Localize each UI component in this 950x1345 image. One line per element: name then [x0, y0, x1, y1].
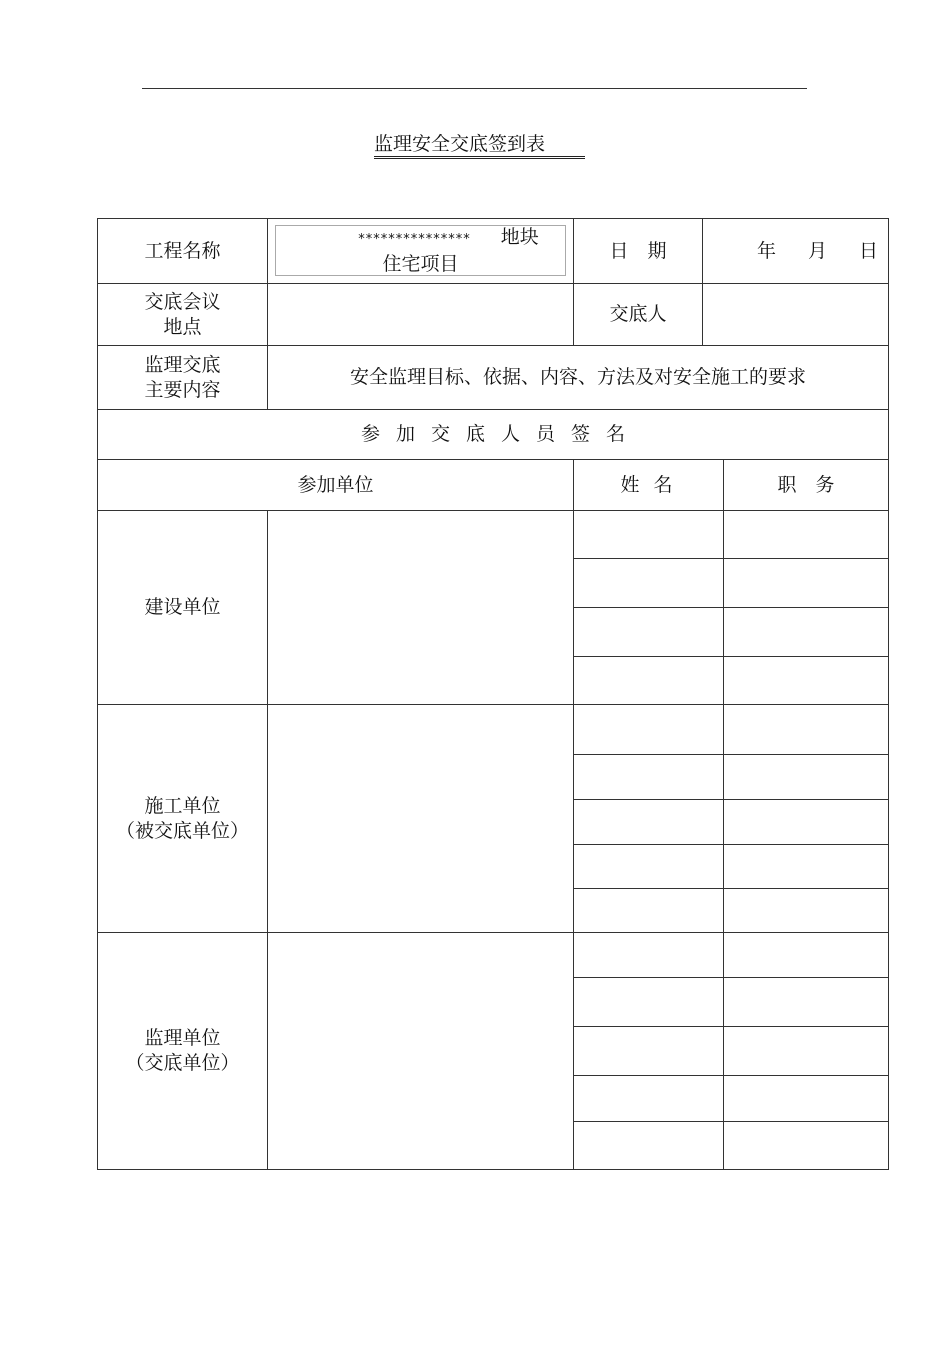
signature-position-cell[interactable] — [723, 799, 889, 845]
project-name-field[interactable] — [275, 225, 566, 276]
presenter-value-cell[interactable] — [702, 283, 889, 346]
project-name-line1 — [358, 225, 539, 252]
signature-name-cell[interactable] — [573, 977, 724, 1027]
location-value-cell[interactable] — [267, 283, 574, 346]
project-name-suffix: 地块 — [500, 226, 539, 248]
signature-name-cell[interactable] — [573, 558, 724, 608]
date-day: 日 — [858, 239, 878, 262]
project-name-label: 工程名称 — [144, 239, 221, 262]
location-label-cell — [97, 283, 268, 346]
date-label-cell — [573, 218, 703, 284]
signature-position-cell[interactable] — [723, 932, 889, 978]
signature-name-cell[interactable] — [573, 656, 724, 705]
column-header-name: 姓 名 — [620, 473, 677, 496]
signature-position-cell[interactable] — [723, 1075, 889, 1122]
group-label-line2: （交底单位） — [125, 1052, 240, 1074]
group-unit-cell[interactable] — [267, 704, 574, 933]
group-label — [144, 595, 220, 620]
column-header-name-cell — [573, 459, 724, 511]
date-month: 月 — [807, 239, 827, 262]
signature-name-cell[interactable] — [573, 1075, 724, 1122]
group-label-line2: （被交底单位） — [115, 819, 249, 842]
group-unit-cell[interactable] — [267, 510, 574, 705]
signature-name-cell[interactable] — [573, 932, 724, 978]
signature-position-cell[interactable] — [723, 754, 889, 800]
column-header-position: 职 务 — [777, 473, 835, 496]
project-name-masked: *************** — [358, 232, 471, 247]
content-label-line2: 主要内容 — [144, 378, 221, 401]
presenter-label-cell — [573, 283, 703, 346]
presenter-label: 交底人 — [609, 303, 667, 325]
signature-name-cell[interactable] — [573, 754, 724, 800]
group-label — [116, 794, 249, 844]
project-name-line2: 住宅项目 — [382, 253, 459, 275]
date-fields — [757, 239, 878, 264]
signature-position-cell[interactable] — [723, 844, 889, 889]
location-label — [144, 290, 220, 340]
signature-name-cell[interactable] — [573, 607, 724, 657]
signature-position-cell[interactable] — [723, 888, 889, 933]
group-label-cell — [97, 704, 268, 933]
header-rule — [142, 88, 807, 89]
signature-name-cell[interactable] — [573, 510, 724, 559]
content-value-cell — [267, 345, 889, 410]
page-title: 监理安全交底签到表 — [374, 131, 585, 159]
signature-position-cell[interactable] — [723, 1121, 889, 1170]
signature-name-cell[interactable] — [573, 1121, 724, 1170]
signature-name-cell[interactable] — [573, 799, 724, 845]
signature-name-cell[interactable] — [573, 704, 724, 755]
group-unit-cell[interactable] — [267, 932, 574, 1170]
date-value-cell[interactable] — [702, 218, 889, 284]
column-header-position-cell — [723, 459, 889, 511]
signature-name-cell[interactable] — [573, 1026, 724, 1076]
location-label-line1: 交底会议 — [144, 290, 221, 313]
signature-section-title: 参加交底人员签名 — [360, 423, 641, 445]
signature-position-cell[interactable] — [723, 558, 889, 608]
date-year: 年 — [756, 239, 776, 262]
signature-position-cell[interactable] — [723, 977, 889, 1027]
signature-position-cell[interactable] — [723, 607, 889, 657]
group-label-line1: 建设单位 — [144, 596, 221, 618]
group-label-line1: 施工单位 — [144, 794, 221, 817]
signature-name-cell[interactable] — [573, 844, 724, 889]
column-header-unit-cell — [97, 459, 574, 511]
content-label-line1: 监理交底 — [144, 353, 221, 376]
content-value: 安全监理目标、依据、内容、方法及对安全施工的要求 — [349, 366, 806, 388]
group-label-cell — [97, 932, 268, 1170]
signature-position-cell[interactable] — [723, 656, 889, 705]
group-label-line1: 监理单位 — [144, 1027, 221, 1049]
project-name-label-cell — [97, 218, 268, 284]
signature-section-title-cell — [97, 409, 889, 460]
date-label: 日 期 — [609, 239, 667, 262]
signature-position-cell[interactable] — [723, 1026, 889, 1076]
column-header-unit: 参加单位 — [297, 473, 374, 496]
group-label-cell — [97, 510, 268, 705]
signature-name-cell[interactable] — [573, 888, 724, 933]
signature-position-cell[interactable] — [723, 704, 889, 755]
group-label — [125, 1026, 239, 1076]
content-label-cell — [97, 345, 268, 410]
content-label — [144, 353, 220, 403]
signature-position-cell[interactable] — [723, 510, 889, 559]
location-label-line2: 地点 — [163, 315, 202, 338]
